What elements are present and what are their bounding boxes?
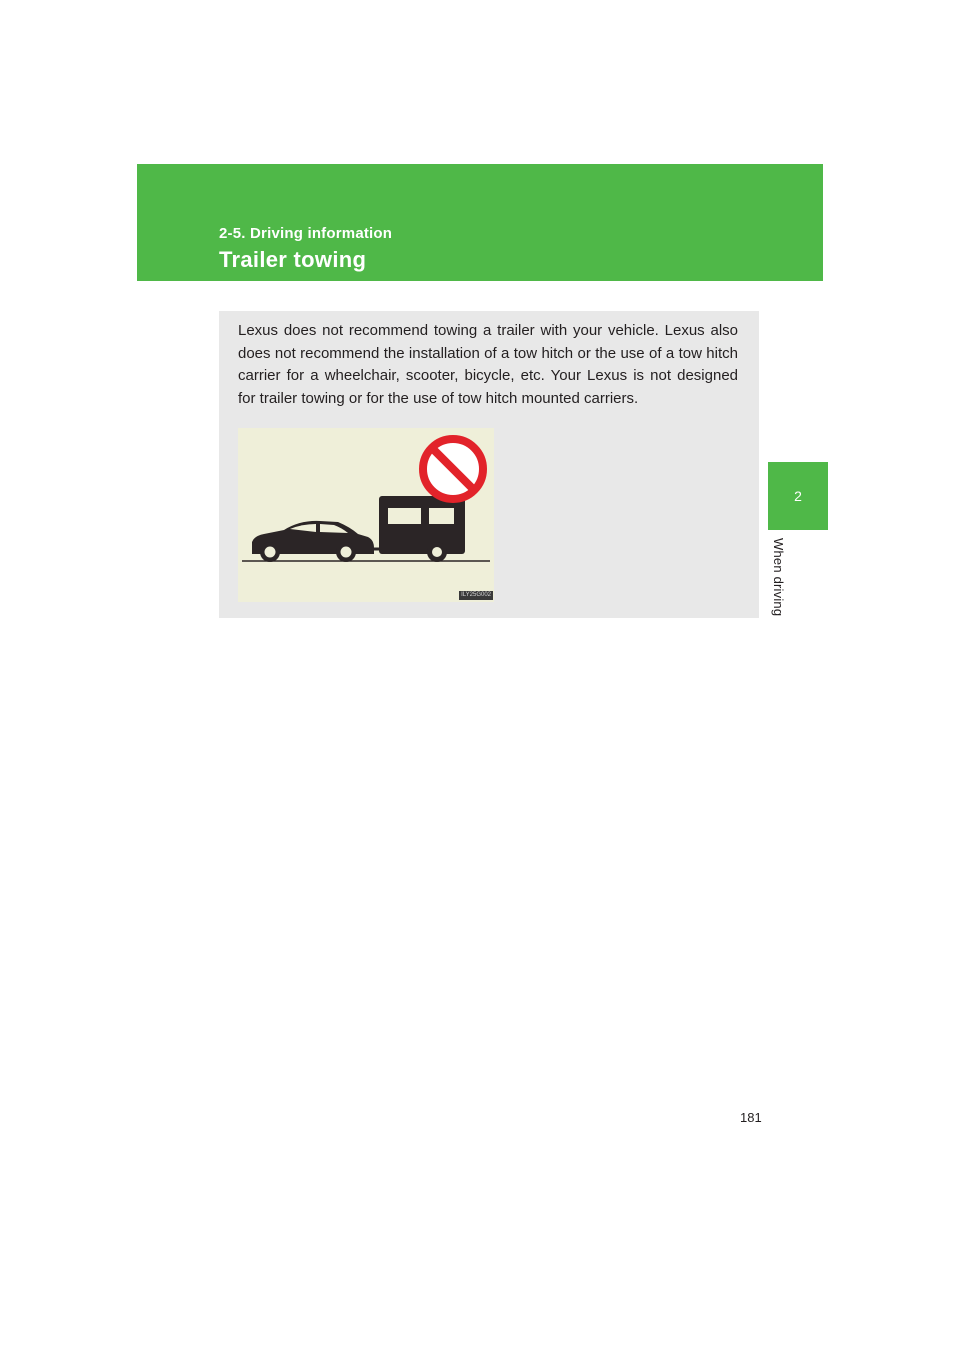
trailer-towing-illustration xyxy=(238,428,494,602)
chapter-header xyxy=(137,164,823,281)
illustration-graphic xyxy=(238,428,494,602)
chapter-number: 2 xyxy=(794,488,802,504)
trailer-icon xyxy=(379,496,465,562)
notice-text: Lexus does not recommend towing a trailer with your vehicle. Lexus also does not recommend the installation of a tow hitch or the use of a tow hitch carrier for a wheelchair, scooter, bicycle, etc. Your Lexus is not designed for trailer towing or for the use of tow hitch mounted carriers. xyxy=(238,322,738,407)
car-icon xyxy=(252,521,374,562)
chapter-label: When driving xyxy=(771,538,786,617)
image-code: ILY25G002 xyxy=(461,592,491,598)
section-label: 2-5. Driving information xyxy=(219,225,393,242)
chapter-tab[interactable] xyxy=(768,462,828,530)
prohibition-icon xyxy=(423,439,483,499)
notice-box xyxy=(219,311,759,618)
page-title: Trailer towing xyxy=(219,247,367,272)
page-number: 181 xyxy=(740,1110,762,1125)
